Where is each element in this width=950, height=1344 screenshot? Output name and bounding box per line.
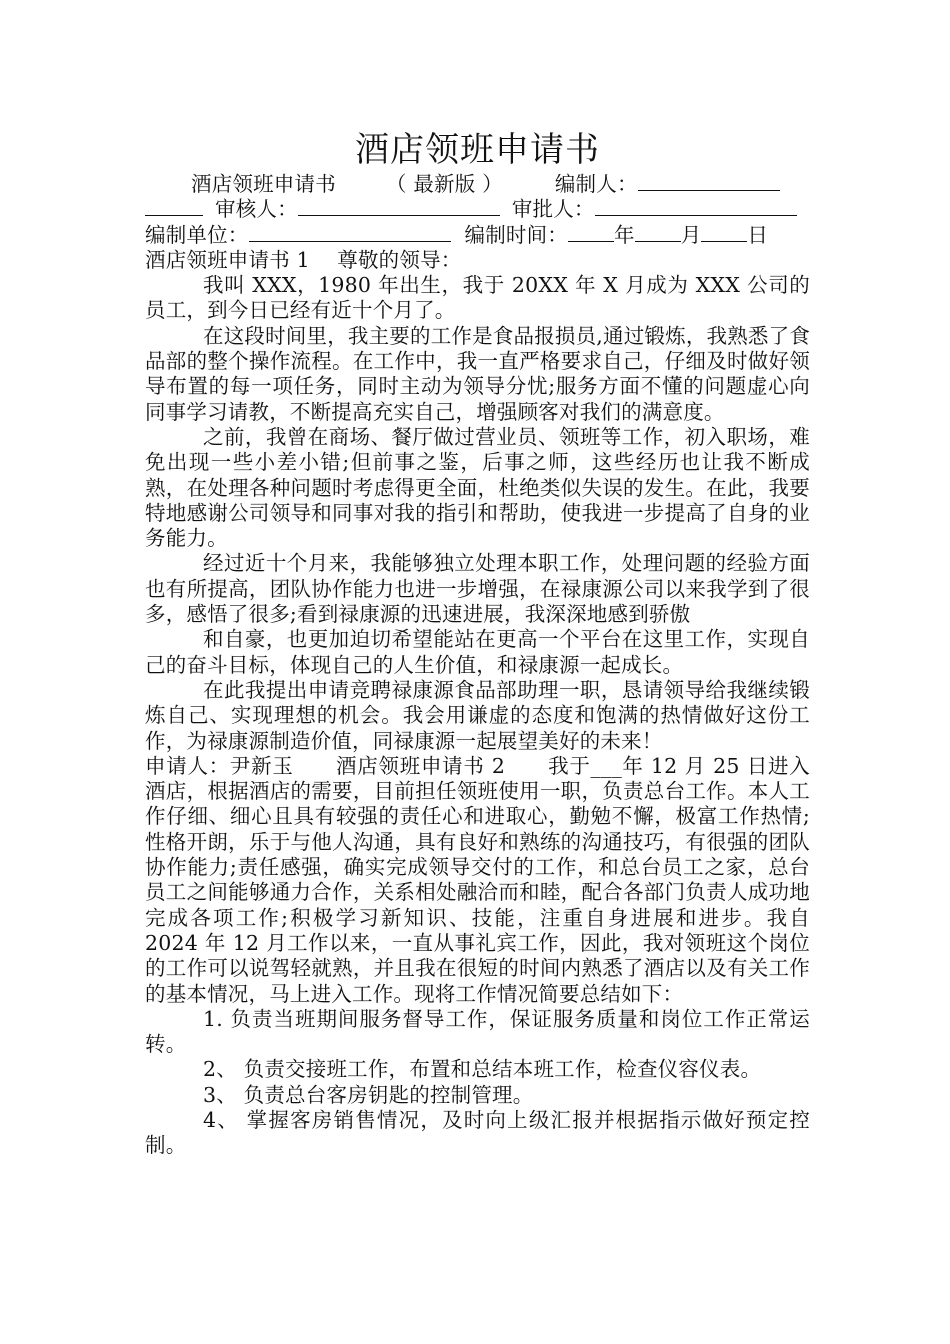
paragraph-3: 之前，我曾在商场、餐厅做过营业员、领班等工作，初入职场，难免出现一些小差小错;但前事之鉴，后事之师，这些经历也让我不断成熟，在处理各种问题时考虑得更全面，杜绝类似失误的发生。在此，我要特地感谢公司领导和同事对我的指引和帮助，使我进一步提高了自身的业务能力。 (145, 424, 810, 551)
year-label: 年 (614, 222, 635, 247)
time-label: 编制时间： (464, 222, 568, 247)
paragraph-7: 申请人：尹新玉 酒店领班申请书 2 我于___年 12 月 25 日进入酒店，根据酒店的需要，目前担任领班使用一职，负责总台工作。本人工作仔细、细心且具有较强的责任心和进取心，勤勉不懈，极富工作热情;性格开朗，乐于与他人沟通，具有良好和熟练的沟通技巧，有很强的团队协作能力;责任感强，确实完成领导交付的工作，和总台员工之家，总台员工之间能够通力合作，关系相处融洽而和睦，配合各部门负责人成功地完成各项工作;积极学习新知识、技能，注重自身进展和进步。我自 2024 年 12 月工作以来，一直从事礼宾工作，因此，我对领班这个岗位的工作可以说驾轻就熟，并且我在很短的时间内熟悉了酒店以及有关工作的基本情况，马上进入工作。现将工作情况简要总结如下： (145, 753, 810, 1006)
list-item-4: 4、 掌握客房销售情况，及时向上级汇报并根据指示做好预定控制。 (145, 1107, 810, 1158)
header-line-3 (145, 223, 810, 248)
paragraph-1: 我叫 XXX，1980 年出生，我于 20XX 年 X 月成为 XXX 公司的员工，到今日已经有近十个月了。 (145, 273, 810, 323)
editor-label: 编制人： (554, 172, 638, 196)
paragraph-2: 在这段时间里，我主要的工作是食品报损员,通过锻炼，我熟悉了食品部的整个操作流程。在工作中，我一直严格要求自己，仔细及时做好领导布置的每一项任务，同时主动为领导分忧;服务方面不懂的问题虚心向同事学习请教，不断提高充实自己，增强顾客对我们的满意度。 (145, 323, 811, 424)
paragraph-4: 经过近十个月来，我能够独立处理本职工作，处理问题的经验方面也有所提高，团队协作能力也进一步增强，在禄康源公司以来我学到了很多，感悟了很多;看到禄康源的迅速进展，我深深地感到骄傲 (145, 551, 810, 627)
day-blank (701, 224, 747, 242)
unit-blank (249, 224, 451, 242)
document-title: 酒店领班申请书 (355, 130, 600, 170)
doc-name: 酒店领班申请书 (191, 172, 336, 196)
month-blank (635, 224, 681, 242)
list-item-2: 2、 负责交接班工作，布置和总结本班工作，检查仪容仪表。 (203, 1057, 762, 1082)
paragraph-6: 在此我提出申请竞聘禄康源食品部助理一职，恳请领导给我继续锻炼自己、实现理想的机会。我会用谦虚的态度和饱满的热情做好这份工作，为禄康源制造价值，同禄康源一起展望美好的未来！ (145, 677, 810, 753)
month-label: 月 (680, 222, 702, 247)
list-item-3: 3、 负责总台客房钥匙的控制管理。 (203, 1082, 534, 1107)
editor-blank (638, 173, 780, 191)
year-blank (568, 224, 614, 242)
version-label: （ 最新版 ） (385, 172, 503, 196)
header-line-1 (145, 172, 810, 197)
list-item-1: 1. 负责当班期间服务督导工作，保证服务质量和岗位工作正常运转。 (145, 1006, 810, 1057)
reviewer-blank (298, 198, 500, 216)
approver-label: 审批人： (511, 197, 595, 222)
document-page (145, 128, 810, 1159)
approver-blank (595, 198, 797, 216)
header-line-2 (145, 197, 810, 222)
reviewer-label: 审核人： (215, 197, 298, 222)
paragraph-5: 和自豪，也更加迫切希望能站在更高一个平台在这里工作，实现自己的奋斗目标，体现自己的人生价值，和禄康源一起成长。 (145, 627, 810, 677)
day-label: 日 (747, 222, 769, 247)
unit-label: 编制单位： (145, 222, 249, 247)
editor-blank-cont (145, 198, 203, 216)
intro-line: 酒店领班申请书 1 尊敬的领导： (145, 247, 462, 272)
